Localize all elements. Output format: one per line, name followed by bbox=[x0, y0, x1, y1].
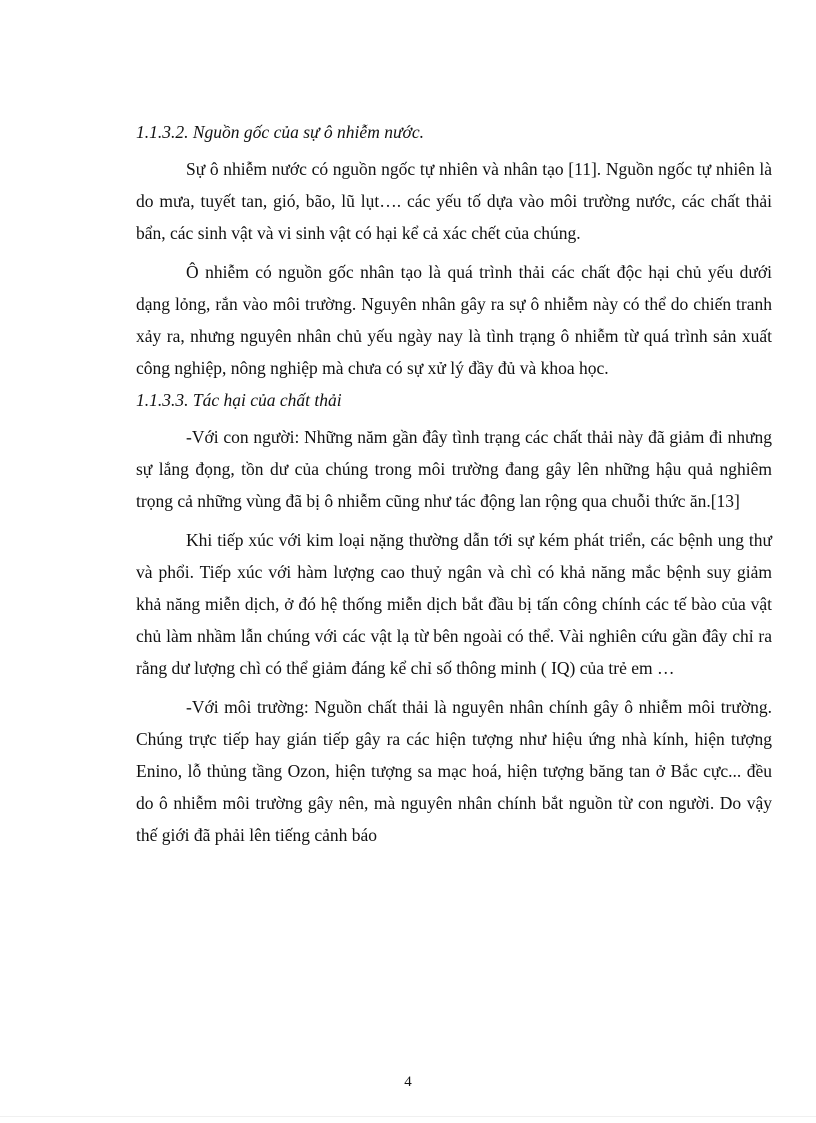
page-body bbox=[136, 116, 772, 851]
page-number: 4 bbox=[404, 1074, 412, 1090]
paragraph-natural-artificial-sources: Sự ô nhiễm nước có nguồn ngốc tự nhiên và nhân tạo [11]. Nguồn ngốc tự nhiên là do mưa, tuyết tan, gió, bão, lũ lụt…. các yếu tố dựa vào môi trường nước, các chất thải bẩn, các sinh vật và vi sinh vật có hại kể cả xác chết của chúng. bbox=[136, 159, 772, 243]
section-heading-1-1-3-2: 1.1.3.2. Nguồn gốc của sự ô nhiễm nước. bbox=[136, 122, 424, 142]
paragraph-artificial-pollution: Ô nhiễm có nguồn gốc nhân tạo là quá trình thải các chất độc hại chủ yếu dưới dạng lỏng, rắn vào môi trường. Nguyên nhân gây ra sự ô nhiễm này có thể do chiến tranh xảy ra, nhưng nguyên nhân chủ yếu ngày nay là tình trạng ô nhiễm từ quá trình sản xuất công nghiệp, nông nghiệp mà chưa có sự xử lý đầy đủ và khoa học. bbox=[136, 262, 772, 378]
section-heading-1-1-3-3: 1.1.3.3. Tác hại của chất thải bbox=[136, 390, 342, 410]
page-bottom-edge bbox=[0, 1116, 816, 1117]
paragraph-heavy-metal-exposure: Khi tiếp xúc với kim loại nặng thường dẫn tới sự kém phát triển, các bệnh ung thư và phổi. Tiếp xúc với hàm lượng cao thuỷ ngân và chì có khả năng mắc bệnh suy giảm khả năng miễn dịch, ở đó hệ thống miễn dịch bắt đầu bị tấn công chính các tế bào của vật chủ làm nhầm lẫn chúng với các vật lạ từ bên ngoài có thể. Vài nghiên cứu gần đây chỉ ra rằng dư lượng chì có thể giảm đáng kể chỉ số thông minh ( IQ) của trẻ em … bbox=[136, 530, 772, 678]
paragraph-effects-on-environment: -Với môi trường: Nguồn chất thải là nguyên nhân chính gây ô nhiễm môi trường. Chúng trực tiếp hay gián tiếp gây ra các hiện tượng như hiệu ứng nhà kính, hiện tượng Enino, lỗ thủng tầng Ozon, hiện tượng sa mạc hoá, hiện tượng băng tan ở Bắc cực... đều do ô nhiễm môi trường gây nên, mà nguyên nhân chính bắt nguồn từ con người. Do vậy thế giới đã phải lên tiếng cảnh báo bbox=[136, 697, 772, 845]
paragraph-effects-on-humans: -Với con người: Những năm gần đây tình trạng các chất thải này đã giảm đi nhưng sự lắng đọng, tồn dư của chúng trong môi trường đang gây lên những hậu quả nghiêm trọng cả những vùng đã bị ô nhiễm cũng như tác động lan rộng qua chuỗi thức ăn.[13] bbox=[136, 427, 772, 511]
